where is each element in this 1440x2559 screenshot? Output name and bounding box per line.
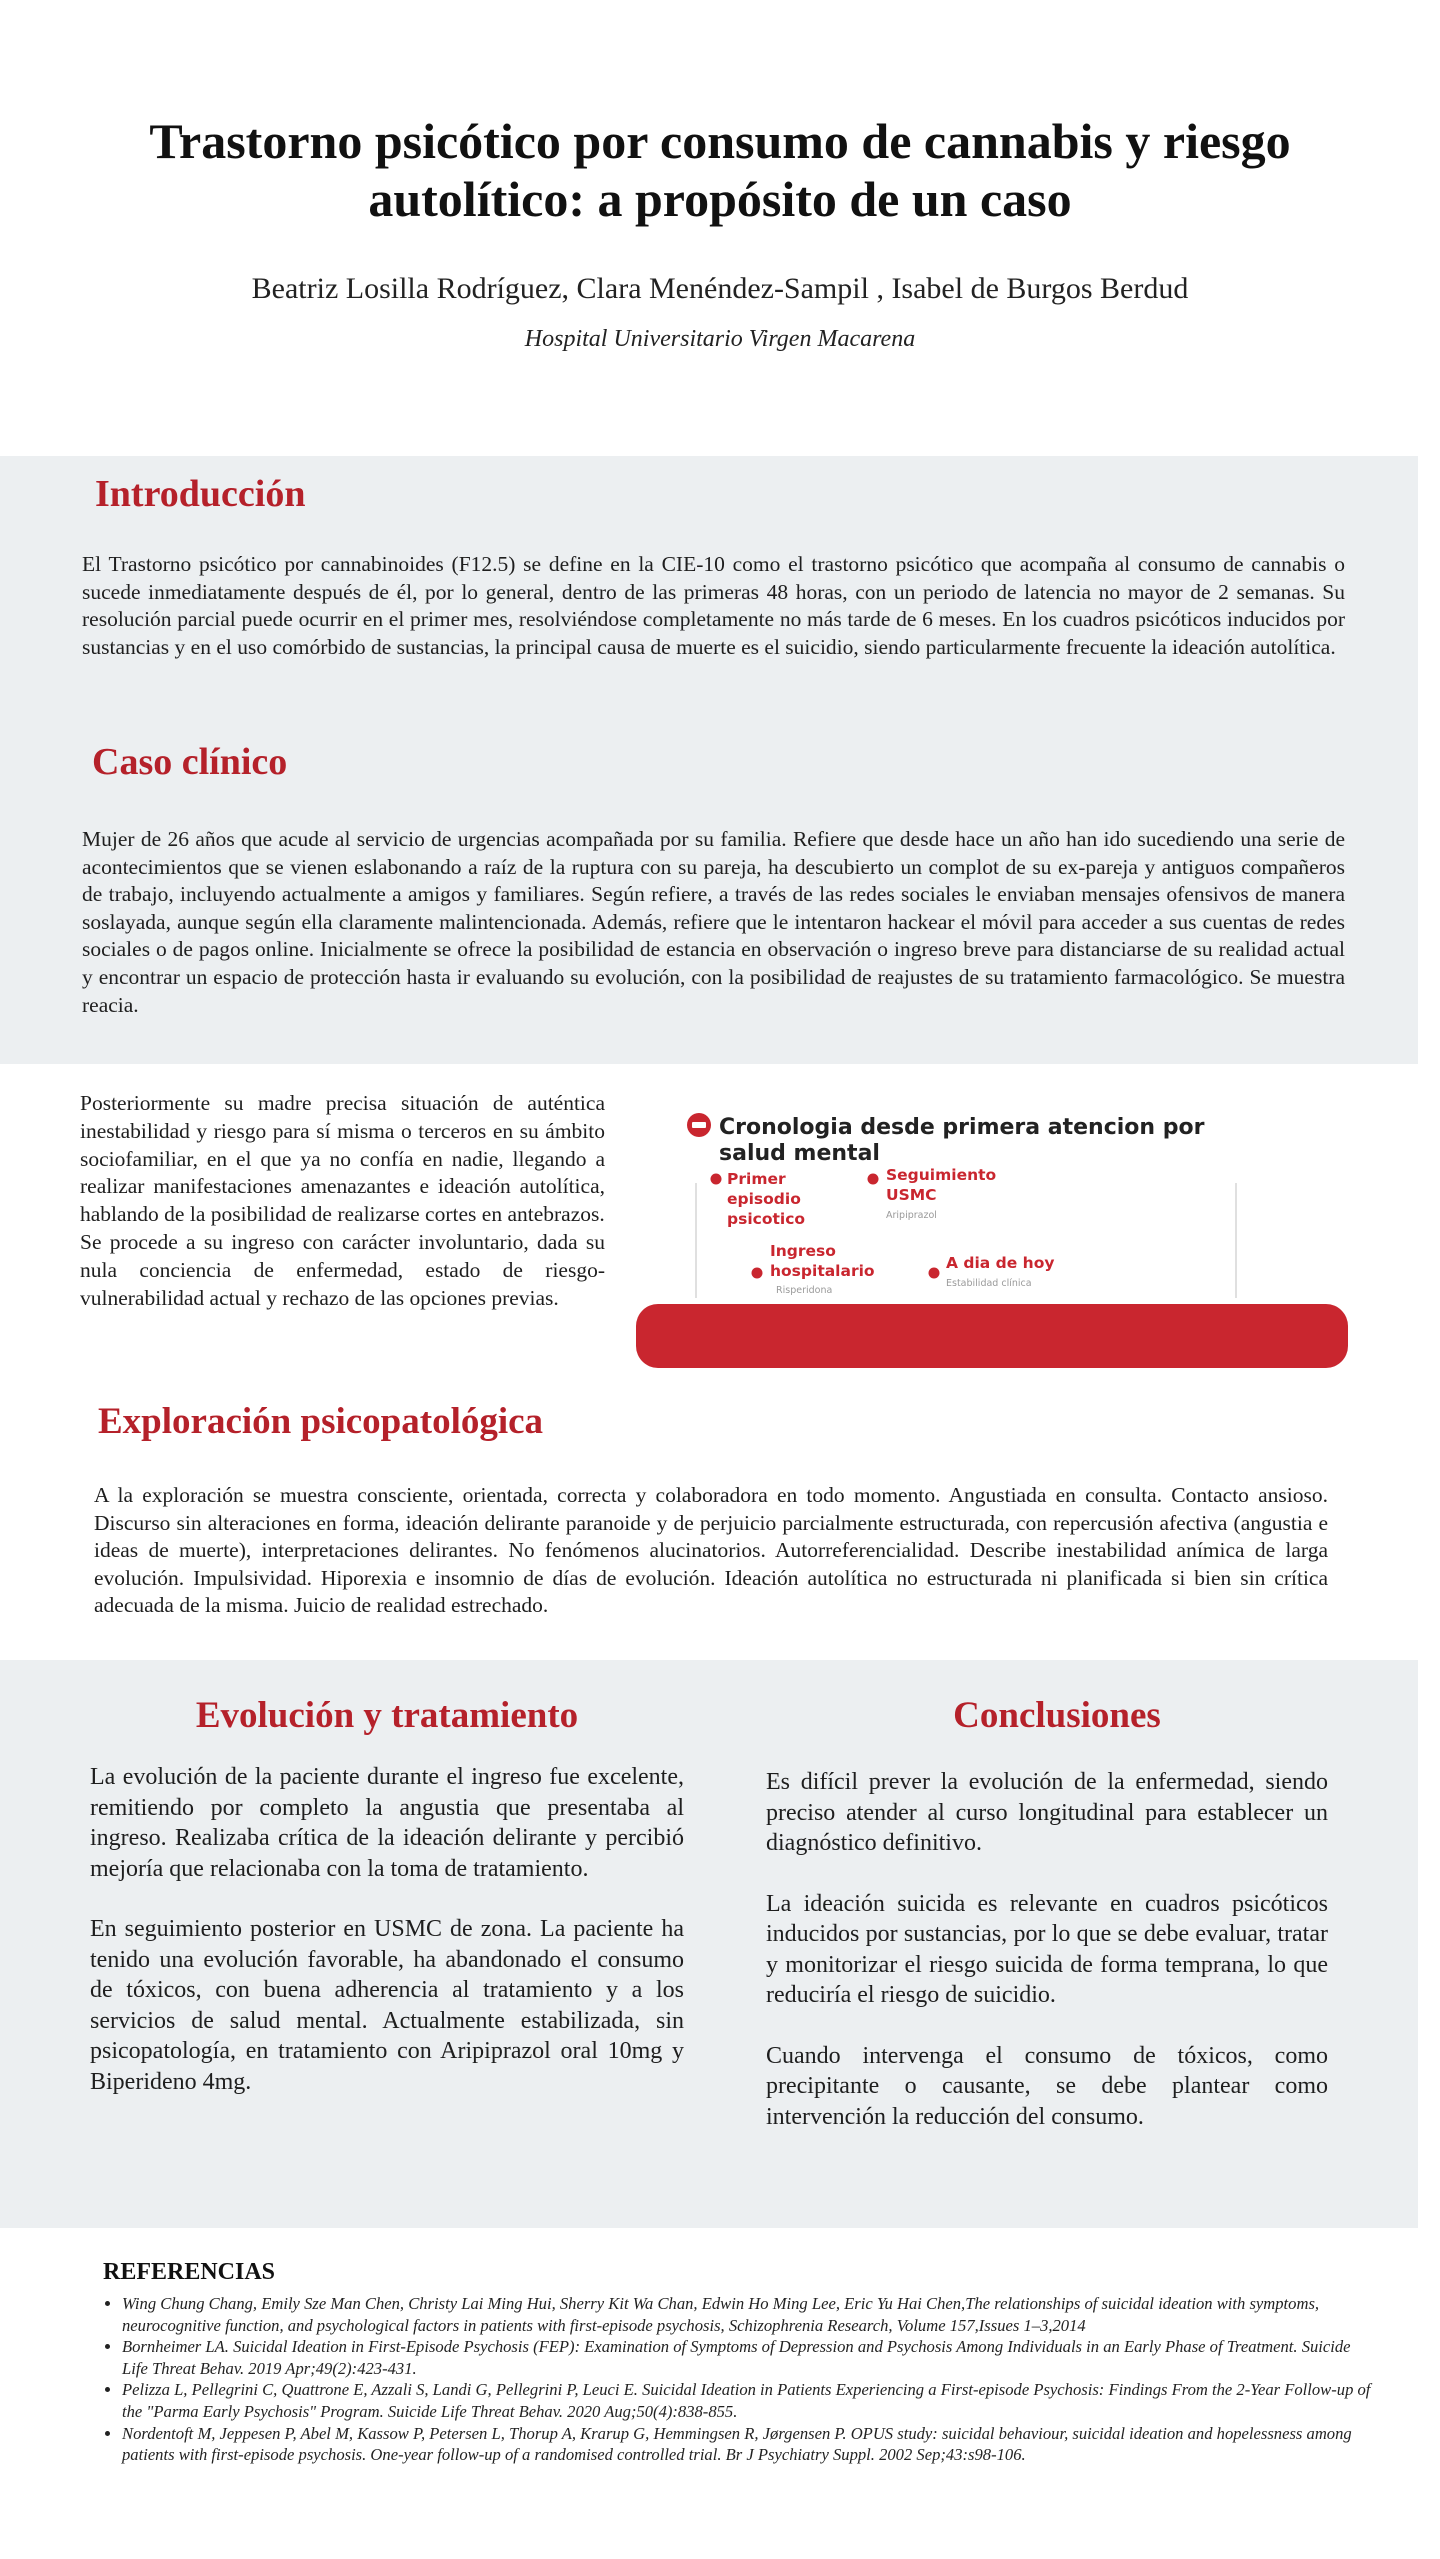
- introduccion-text: El Trastorno psicótico por cannabinoides (F12.5) se define en la CIE-10 como el trastorno psicótico que acompaña al consumo de cannabis o sucede inmediatamente después de él, por lo general, dentro de las primeras 48 horas, con un periodo de latencia no mayor de 2 semanas. Su resolución parcial puede ocurrir en el primer mes, resolviéndose completamente no más tarde de 6 meses. En los cuadros psicóticos inducidos por sustancias y en el uso comórbido de sustancias, la principal causa de muerte es el suicidio, siendo particularmente frecuente la ideación autolítica.: [82, 552, 1345, 659]
- timeline-sub-aripiprazol: Aripiprazol: [886, 1210, 937, 1221]
- reference-item: • Bornheimer LA. Suicidal Ideation in First-Episode Psychosis (FEP): Examination of Symptoms of Depression and Psychosis Among Individuals in an Early Phase of Treatment. Suicide Life Threat Behav. 2019 Apr;49(2):423-431.: [122, 2336, 1372, 2379]
- timeline-sub-estabilidad: Estabilidad clínica: [946, 1278, 1032, 1289]
- timeline-dot-hoy: [929, 1268, 940, 1279]
- referencias-list: [90, 2293, 1372, 2466]
- exploracion-text: A la exploración se muestra consciente, orientada, correcta y colaboradora en todo momento. Angustiada en consulta. Contacto ansioso. Discurso sin alteraciones en forma, ideación delirante paranoide y de perjuicio parcialmente estructurada, con repercusión afectiva (angustia e ideas de muerte), interpretaciones delirantes. No fenómenos alucinatorios. Autorreferencialidad. Describe inestabilidad anímica de larga evolución. Impulsividad. Hiporexia e insomnio de días de evolución. Ideación autolítica no estructurada ni planificada si bien sin crítica adecuada de la misma. Juicio de realidad estrechado.: [94, 1483, 1328, 1618]
- exploracion-heading: Exploración psicopatológica: [98, 1401, 544, 1442]
- title-line-2: autolítico: a propósito de un caso: [368, 171, 1072, 227]
- reference-item: • Nordentoft M, Jeppesen P, Abel M, Kassow P, Petersen L, Thorup A, Krarup G, Hemmingsen R, Jørgensen P. OPUS study: suicidal behaviour, suicidal ideation and hopelessness among patients with first-episode psychosis. One-year follow-up of a randomised controlled trial. Br J Psychiatry Suppl. 2002 Sep;43:s98-106.: [122, 2423, 1372, 2466]
- timeline-graphic: [636, 1108, 1348, 1368]
- timeline-label-primer-episodio: Primer episodio psicotico: [727, 1170, 806, 1228]
- timeline-dot-seguimiento: [868, 1174, 879, 1185]
- timeline-label-hoy: A dia de hoy: [946, 1254, 1055, 1272]
- referencias-heading: REFERENCIAS: [103, 2259, 276, 2285]
- evolucion-paragraph-2: En seguimiento posterior en USMC de zona. La paciente ha tenido una evolución favorable, ha abandonado el consumo de tóxicos, con buena adherencia al tratamiento y a los servicios de salud mental. Actualmente estabilizada, sin psicopatología, en tratamiento con Aripiprazol oral 10mg y Biperideno 4mg.: [90, 1916, 684, 2095]
- affiliation: Hospital Universitario Virgen Macarena: [524, 326, 916, 352]
- timeline-label-ingreso: Ingreso hospitalario: [770, 1242, 875, 1280]
- poster-title: [0, 112, 1440, 228]
- conclusiones-paragraph-2: La ideación suicida es relevante en cuadros psicóticos inducidos por sustancias, por lo que se debe evaluar, tratar y monitorizar el riesgo suicida de forma temprana, lo que reduciría el riesgo de suicidio.: [766, 1890, 1328, 2008]
- timeline-label-seguimiento: Seguimiento USMC: [886, 1166, 997, 1204]
- reference-item: • Pelizza L, Pellegrini C, Quattrone E, Azzali S, Landi G, Pellegrini P, Leuci E. Suicidal Ideation in Patients Experiencing a First-episode Psychosis: Findings From the 2-Year Follow-up of the "Parma Early Psychosis" Program. Suicide Life Threat Behav. 2020 Aug;50(4):838-855.: [122, 2379, 1372, 2422]
- timeline-dot-primer-episodio: [711, 1174, 722, 1185]
- title-line-1: Trastorno psicótico por consumo de cannabis y riesgo: [149, 113, 1291, 169]
- evolucion-text: [90, 1762, 684, 2097]
- posterior-text: [80, 1090, 605, 1312]
- evolucion-paragraph-1: La evolución de la paciente durante el ingreso fue excelente, remitiendo por completo la angustia que presentaba al ingreso. Realizaba crítica de la ideación delirante y percibió mejoría que relacionaba con la toma de tratamiento.: [90, 1764, 684, 1882]
- posterior-paragraph-2: Se procede a su ingreso con carácter involuntario, dada su nula conciencia de enfermedad, estado de riesgo-vulnerabilidad actual y rechazo de las opciones previas.: [80, 1229, 605, 1310]
- conclusiones-heading: Conclusiones: [953, 1695, 1161, 1736]
- timeline-bar: [636, 1304, 1348, 1368]
- authors: Beatriz Losilla Rodríguez, Clara Menéndez-Sampil , Isabel de Burgos Berdud: [251, 272, 1189, 305]
- evolucion-heading: Evolución y tratamiento: [195, 1695, 579, 1736]
- caso-clinico-heading: Caso clínico: [92, 741, 288, 783]
- conclusiones-paragraph-3: Cuando intervenga el consumo de tóxicos, como precipitante o causante, se debe plantear como intervención la reducción del consumo.: [766, 2042, 1328, 2130]
- conclusiones-text: [766, 1767, 1328, 2132]
- conclusiones-paragraph-1: Es difícil prever la evolución de la enfermedad, siendo preciso atender al curso longitudinal para establecer un diagnóstico definitivo.: [766, 1769, 1328, 1856]
- posterior-paragraph-1: Posteriormente su madre precisa situación de auténtica inestabilidad y riesgo para sí misma o terceros en su ámbito sociofamiliar, en el que ya no confía en nadie, llegando a realizar manifestaciones amenazantes e ideación autolítica, hablando de la posibilidad de realizarse cortes en antebrazos.: [80, 1091, 605, 1227]
- timeline-title-line-1: Cronologia desde primera atencion por: [719, 1115, 1205, 1140]
- timeline-sub-risperidona: Risperidona: [776, 1285, 833, 1296]
- reference-item: • Wing Chung Chang, Emily Sze Man Chen, Christy Lai Ming Hui, Sherry Kit Wa Chan, Edwin Ho Ming Lee, Eric Yu Hai Chen,The relationships of suicidal ideation with symptoms, neurocognitive function, and psychological factors in patients with first-episode psychosis, Schizophrenia Research, Volume 157,Issues 1–3,2014: [122, 2293, 1372, 2336]
- timeline-title-line-2: salud mental: [719, 1141, 880, 1166]
- timeline-dot-ingreso: [752, 1268, 763, 1279]
- introduccion-heading: Introducción: [95, 473, 306, 515]
- caso-clinico-text: Mujer de 26 años que acude al servicio de urgencias acompañada por su familia. Refiere que desde hace un año han ido sucediendo una serie de acontecimientos que se vienen eslabonando a raíz de la ruptura con su pareja, ha descubierto un complot de su ex-pareja y antiguos compañeros de trabajo, incluyendo actualmente a amigos y familiares. Según refiere, a través de las redes sociales le enviaban mensajes ofensivos de manera soslayada, aunque según ella claramente malintencionada. Además, refiere que le intentaron hackear el móvil para acceder a sus cuentas de redes sociales o de pagos online. Inicialmente se ofrece la posibilidad de estancia en observación o ingreso breve para distanciarse de su realidad actual y encontrar un espacio de protección hasta ir evaluando su evolución, con la posibilidad de reajustes de su tratamiento farmacológico. Se muestra reacia.: [82, 827, 1345, 1017]
